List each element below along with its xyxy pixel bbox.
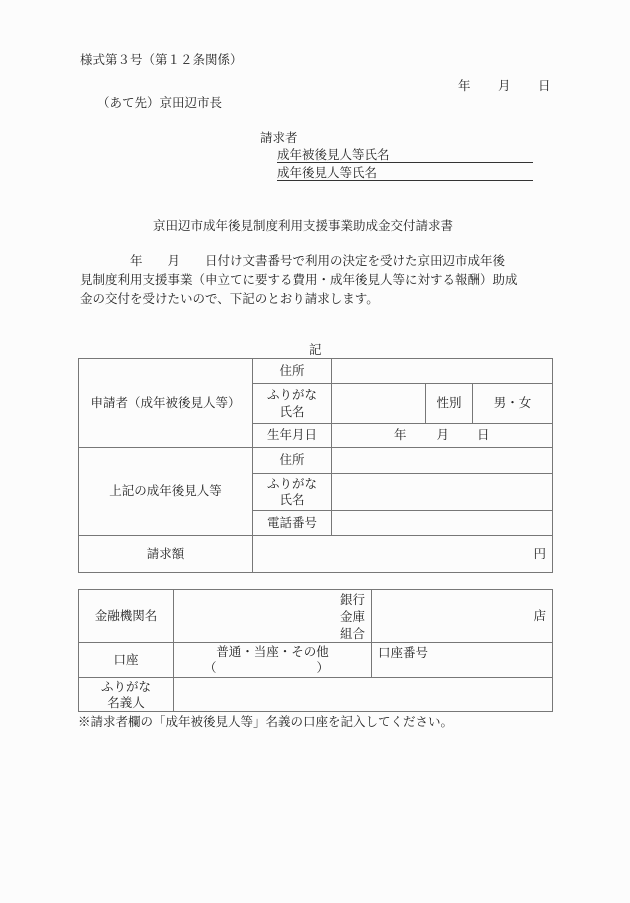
bank-label: 銀行 (339, 591, 365, 607)
name-label: 氏名 (279, 492, 305, 507)
date-year: 年 (458, 78, 471, 93)
holder-label (79, 678, 174, 712)
ward-name-label: 成年被後見人等氏名 (277, 147, 390, 162)
guardian-name-field[interactable] (332, 474, 553, 511)
birth-day-label: 日 (477, 427, 490, 443)
addressee: （あて先）京田辺市長 (97, 95, 223, 110)
guardian-name-label (253, 474, 332, 511)
account-number-label: 口座番号 (378, 645, 429, 660)
furigana-label: ふりがな (266, 475, 317, 491)
kumiai-label: 組合 (339, 625, 365, 641)
furigana-label: ふりがな (100, 678, 151, 694)
amount-label: 請求額 (79, 536, 253, 573)
ki-label: 記 (309, 342, 322, 357)
applicant-address-label: 住所 (253, 359, 332, 384)
body-text (80, 251, 518, 308)
ward-name-field[interactable] (277, 147, 533, 163)
sex-label: 性別 (426, 384, 473, 424)
birth-year-label: 年 (394, 427, 407, 443)
bank-table (78, 589, 553, 712)
requester-label: 請求者 (260, 130, 298, 145)
institution-label: 金融機関名 (79, 590, 174, 643)
shinkin-label: 金庫 (339, 608, 365, 624)
applicant-name-field[interactable] (332, 384, 426, 424)
applicant-label: 申請者（成年被後見人等） (79, 359, 253, 448)
amount-field[interactable] (253, 536, 553, 573)
account-types: 普通・当座・その他 (216, 644, 329, 659)
guardian-address-label: 住所 (253, 448, 332, 474)
paren-close: ） (316, 660, 330, 675)
guardian-name-label: 成年後見人等氏名 (277, 165, 378, 180)
body-line-1: 年 月 日付け文書番号で利用の決定を受けた京田辺市成年後 (80, 253, 506, 268)
guardian-address-field[interactable] (332, 448, 553, 474)
body-line-2: 見制度利用支援事業（申立てに要する費用・成年後見人等に対する報酬）助成 (80, 272, 518, 287)
birthdate-label: 生年月日 (253, 424, 332, 448)
applicant-address-field[interactable] (332, 359, 553, 384)
sex-field[interactable]: 男・女 (473, 384, 553, 424)
phone-field[interactable] (332, 511, 553, 536)
note: ※請求者欄の「成年被後見人等」名義の口座を記入してください。 (78, 714, 454, 729)
yen-label: 円 (533, 545, 547, 561)
institution-field[interactable] (174, 590, 372, 643)
guardian-label: 上記の成年後見人等 (79, 448, 253, 536)
phone-label: 電話番号 (253, 511, 332, 536)
date-day: 日 (538, 78, 551, 93)
holder-field[interactable] (174, 678, 553, 712)
document-title: 京田辺市成年後見制度利用支援事業助成金交付請求書 (153, 218, 454, 233)
account-type-field[interactable] (174, 643, 372, 678)
account-number-field[interactable] (372, 643, 553, 678)
furigana-label: ふりがな (266, 387, 317, 403)
account-label: 口座 (79, 643, 174, 678)
holder-name-label: 名義人 (107, 694, 145, 710)
applicant-table (78, 358, 553, 573)
date-month: 月 (498, 78, 511, 93)
guardian-name-field[interactable] (277, 165, 533, 181)
birth-month-label: 月 (436, 427, 450, 443)
branch-field[interactable] (372, 590, 553, 643)
body-line-3: 金の交付を受けたいので、下記のとおり請求します。 (80, 291, 379, 306)
name-label: 氏名 (279, 403, 305, 419)
form-number: 様式第３号（第１２条関係） (80, 52, 243, 67)
birthdate-field[interactable] (332, 424, 553, 448)
applicant-name-label (253, 384, 332, 424)
branch-label: 店 (533, 607, 546, 623)
paren-open: （ (204, 660, 217, 675)
